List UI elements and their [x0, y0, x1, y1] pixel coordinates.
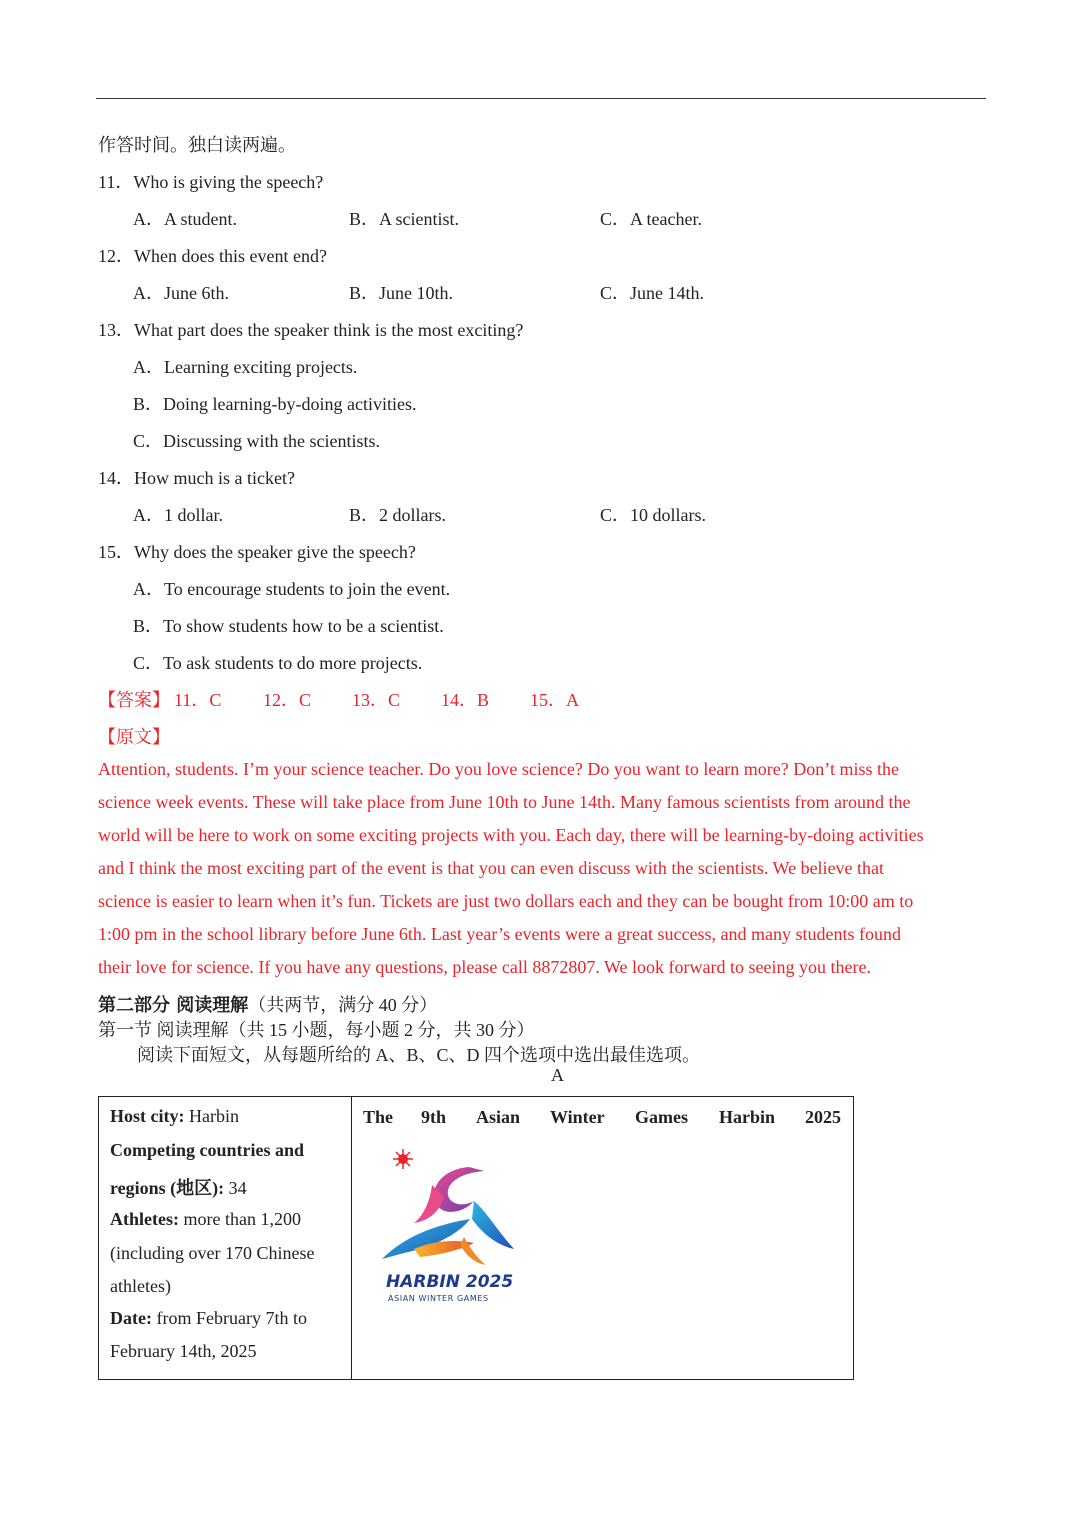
question-12: 12．When does this event end? [98, 246, 327, 266]
date-line-2: February 14th, 2025 [110, 1341, 257, 1361]
q15-option-b: B．To show students how to be a scientist. [133, 616, 444, 636]
answer-item: 14．B [441, 690, 490, 710]
competing-label: Competing countries and [110, 1140, 305, 1160]
header-word: The [363, 1107, 394, 1127]
header-word: Harbin [719, 1107, 776, 1127]
answer-item: 13．C [352, 690, 401, 710]
section1-heading: 第一节 阅读理解（共 15 小题，每小题 2 分，共 30 分） [98, 1020, 535, 1040]
date-label: Date: [110, 1308, 152, 1328]
q12-option-b: B．June 10th. [349, 283, 454, 303]
host-city-row [110, 1106, 239, 1127]
date-value: from February 7th to [151, 1308, 307, 1328]
passage-line: their love for science. If you have any questions, please call 8872807. We look forward to seeing you there. [98, 957, 871, 977]
q12-option-a: A．June 6th. [133, 283, 229, 303]
skater-figure-icon [382, 1167, 514, 1265]
competing-value: 34 [224, 1178, 247, 1198]
logo-subtitle: ASIAN WINTER GAMES [388, 1294, 489, 1303]
q11-option-b: B．A scientist. [349, 209, 460, 229]
competing-row [110, 1174, 247, 1200]
part2-heading [98, 991, 437, 1017]
sun-emblem-icon [393, 1149, 413, 1169]
instruction: 阅读下面短文，从每题所给的 A、B、C、D 四个选项中选出最佳选项。 [137, 1045, 701, 1065]
answer-item: 12．C [263, 690, 312, 710]
intro-text: 作答时间。独白读两遍。 [98, 135, 296, 155]
harbin-2025-logo [374, 1141, 524, 1311]
host-value: Harbin [184, 1106, 239, 1126]
q15-option-c: C．To ask students to do more projects. [133, 653, 423, 673]
question-15: 15．Why does the speaker give the speech? [98, 542, 416, 562]
passage-line: world will be here to work on some exciting projects with you. Each day, there will be learning-by-doing activities [98, 825, 924, 845]
q11-option-c: C．A teacher. [600, 209, 702, 229]
athletes-value: more than 1,200 [178, 1209, 301, 1229]
info-table [98, 1096, 854, 1380]
passage-line: science week events. These will take place from June 10th to June 14th. Many famous scientists from around the [98, 792, 911, 812]
table-divider [351, 1097, 352, 1379]
q14-option-c: C．10 dollars. [600, 505, 706, 525]
q12-option-c: C．June 14th. [600, 283, 705, 303]
q11-option-a: A．A student. [133, 209, 238, 229]
part2-title: 第二部分 阅读理解 [98, 995, 249, 1016]
athletes-line-3: athletes) [110, 1276, 171, 1296]
q13-option-c: C．Discussing with the scientists. [133, 431, 380, 451]
question-14: 14．How much is a ticket? [98, 468, 295, 488]
passage-label: A [551, 1065, 564, 1085]
athletes-line-2: (including over 170 Chinese [110, 1243, 315, 1263]
logo-title: HARBIN 2025 [386, 1272, 514, 1292]
q13-option-b: B．Doing learning-by-doing activities. [133, 394, 417, 414]
header-word: Asian [476, 1107, 521, 1127]
answer-item: 15．A [530, 690, 579, 710]
question-13: 13．What part does the speaker think is the most exciting? [98, 320, 524, 340]
regions-label: regions (地区): [110, 1178, 225, 1198]
passage-line: Attention, students. I’m your science teacher. Do you love science? Do you want to learn more? Don’t miss the [98, 759, 899, 779]
passage-line: science is easier to learn when it’s fun. Tickets are just two dollars each and they can be bought from 10:00 am to [98, 891, 914, 911]
q13-option-a: A．Learning exciting projects. [133, 357, 358, 377]
source-label: 【原文】 [98, 727, 170, 747]
part2-title-rest: （共两节，满分 40 分） [248, 995, 438, 1015]
q14-option-a: A．1 dollar. [133, 505, 223, 525]
header-word: 2025 [805, 1107, 841, 1127]
passage-line: 1:00 pm in the school library before June 6th. Last year’s events were a great success, and many students found [98, 924, 901, 944]
host-label: Host city: [110, 1106, 185, 1126]
passage-line: and I think the most exciting part of the event is that you can even discuss with the scientists. We believe that [98, 858, 885, 878]
question-11: 11．Who is giving the speech? [98, 172, 324, 192]
athletes-row [110, 1209, 301, 1230]
date-row [110, 1308, 307, 1329]
header-word: Winter [550, 1107, 605, 1127]
answer-item: 11．C [174, 690, 222, 710]
header-rule [96, 98, 986, 99]
q15-option-a: A．To encourage students to join the event. [133, 579, 451, 599]
header-word: Games [635, 1107, 688, 1127]
header-word: 9th [421, 1107, 447, 1127]
answer-label: 【答案】 [98, 690, 170, 710]
q14-option-b: B．2 dollars. [349, 505, 446, 525]
athletes-label: Athletes: [110, 1209, 179, 1229]
